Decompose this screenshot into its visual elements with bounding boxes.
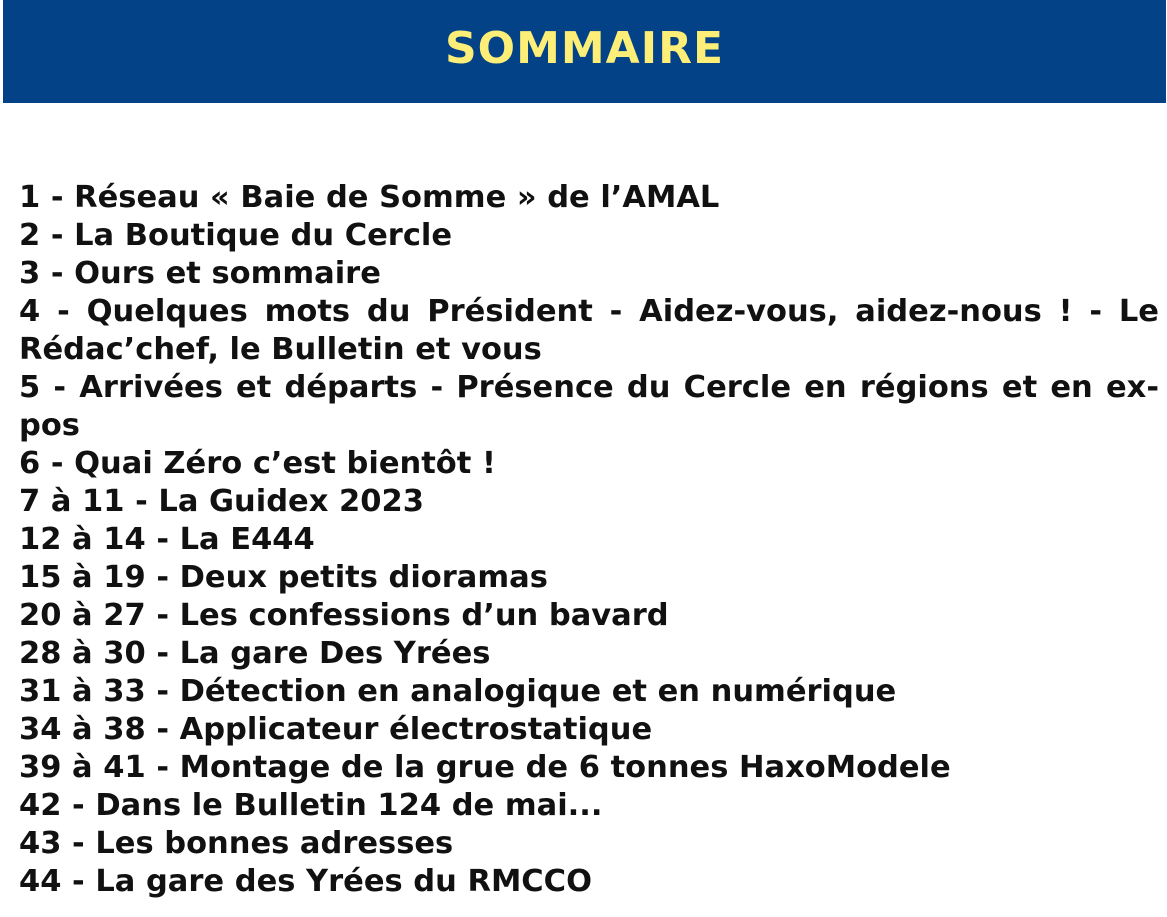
- toc-item: 4 - Quelques mots du Président - Aidez-vous, aidez-nous ! - Le Rédac’chef, le Bulletin et vous: [19, 294, 1159, 367]
- toc-item: 15 à 19 - Deux petits dioramas: [19, 560, 548, 595]
- toc-item: 1 - Réseau « Baie de Somme » de l’AMAL: [19, 180, 720, 215]
- toc-item: 34 à 38 - Applicateur électrostatique: [19, 712, 653, 747]
- toc-item: 43 - Les bonnes adresses: [19, 826, 454, 861]
- toc-item: 7 à 11 - La Guidex 2023: [19, 484, 424, 519]
- toc-item: 39 à 41 - Montage de la grue de 6 tonnes HaxoModele: [19, 750, 951, 785]
- toc-item: 3 - Ours et sommaire: [19, 256, 381, 291]
- toc-item: 31 à 33 - Détection en analogique et en numérique: [19, 674, 897, 709]
- toc-item: 28 à 30 - La gare Des Yrées: [19, 636, 491, 671]
- table-of-contents: [19, 179, 1159, 901]
- toc-item: 5 - Arrivées et départs - Présence du Cercle en régions et en expos: [19, 370, 1159, 443]
- toc-item: 12 à 14 - La E444: [19, 522, 315, 557]
- toc-item: 42 - Dans le Bulletin 124 de mai...: [19, 788, 603, 823]
- toc-item: 6 - Quai Zéro c’est bientôt !: [19, 446, 496, 481]
- toc-item: 2 - La Boutique du Cercle: [19, 218, 453, 253]
- title-banner: [3, 0, 1166, 103]
- page-title: SOMMAIRE: [444, 22, 725, 74]
- toc-item: 20 à 27 - Les confessions d’un bavard: [19, 598, 669, 633]
- toc-item: 44 - La gare des Yrées du RMCCO: [19, 864, 592, 899]
